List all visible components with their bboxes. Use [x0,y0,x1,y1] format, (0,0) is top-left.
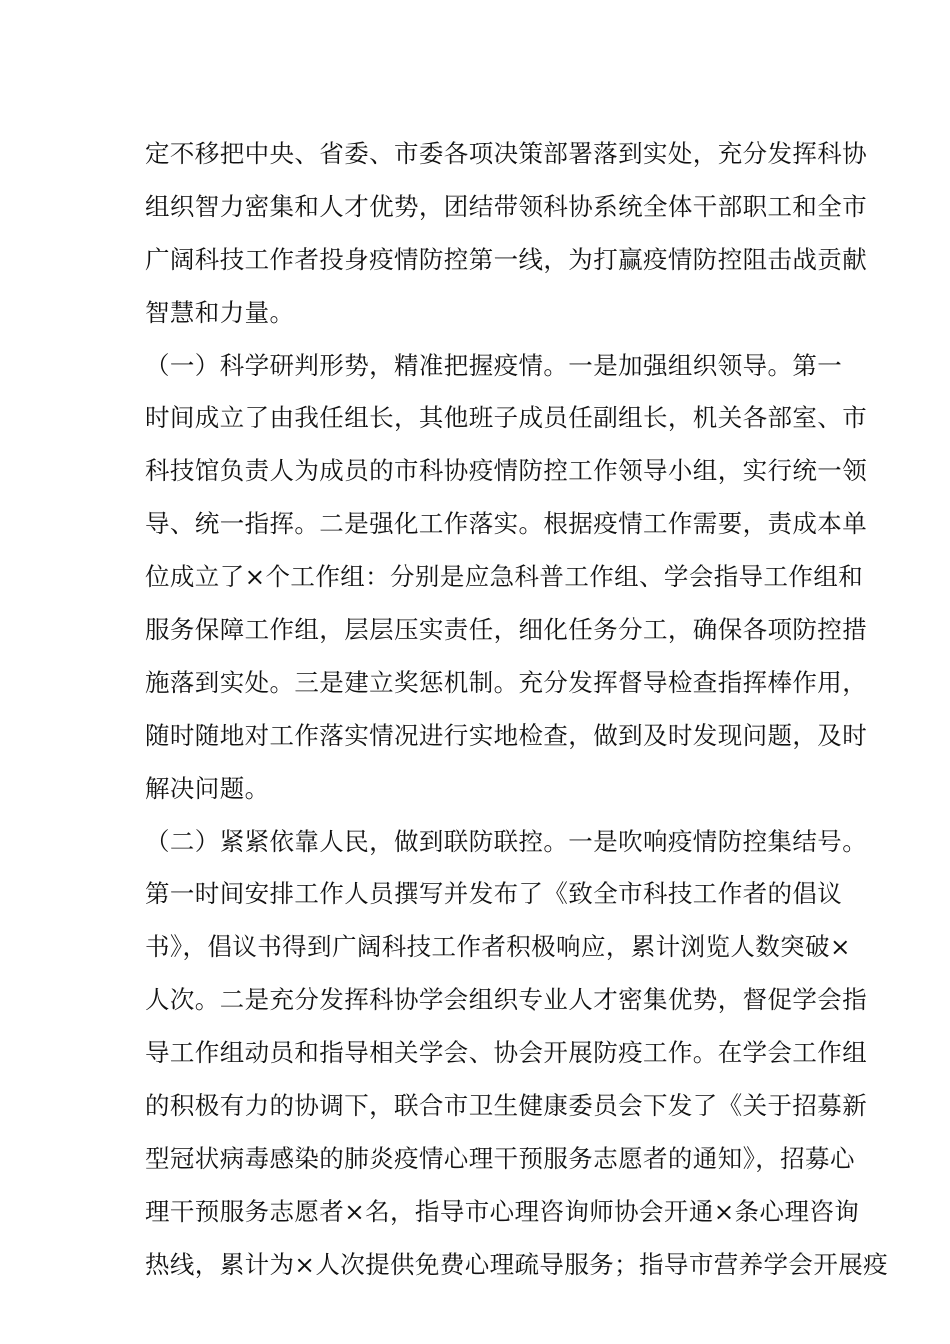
section-heading-line: （二）紧紧依靠人民，做到联防联控。一是吹响疫情防控集结号。 [145,826,868,856]
section-heading-line: （一）科学研判形势，精准把握疫情。一是加强组织领导。第一 [145,350,843,380]
text-line: 施落到实处。三是建立奖惩机制。充分发挥督导检查指挥棒作用， [145,667,868,697]
text-line: 广阔科技工作者投身疫情防控第一线，为打赢疫情防控阻击战贡献 [145,244,868,274]
document-body [145,128,889,1292]
text-line: 理干预服务志愿者×名，指导市心理咨询师协会开通×条心理咨询 [145,1196,860,1226]
text-line: 第一时间安排工作人员撰写并发布了《致全市科技工作者的倡议 [145,879,843,909]
text-line: 定不移把中央、省委、市委各项决策部署落到实处，充分发挥科协 [145,139,868,168]
text-line: 导、统一指挥。二是强化工作落实。根据疫情工作需要，责成本单 [145,509,868,539]
text-line: 热线，累计为×人次提供免费心理疏导服务；指导市营养学会开展疫 [145,1249,889,1279]
text-line: 服务保障工作组，层层压实责任，细化任务分工，确保各项防控措 [145,615,868,645]
text-line: 随时随地对工作落实情况进行实地检查，做到及时发现问题，及时 [145,720,868,750]
text-line: 型冠状病毒感染的肺炎疫情心理干预服务志愿者的通知》，招募心 [145,1143,855,1173]
text-line: 位成立了×个工作组：分别是应急科普工作组、学会指导工作组和 [145,562,864,592]
text-line: 的积极有力的协调下，联合市卫生健康委员会下发了《关于招募新 [145,1091,868,1121]
text-line: 书》，倡议书得到广阔科技工作者积极响应，累计浏览人数突破× [145,932,851,962]
text-line: 导工作组动员和指导相关学会、协会开展防疫工作。在学会工作组 [145,1038,868,1068]
text-line: 时间成立了由我任组长，其他班子成员任副组长，机关各部室、市 [145,403,868,433]
text-line: 解决问题。 [145,773,270,803]
text-line: 科技馆负责人为成员的市科协疫情防控工作领导小组，实行统一领 [145,456,868,486]
text-line: 组织智力密集和人才优势，团结带领科协系统全体干部职工和全市 [145,191,868,221]
text-line: 智慧和力量。 [145,297,295,327]
text-line: 人次。二是充分发挥科协学会组织专业人才密集优势，督促学会指 [145,985,868,1015]
